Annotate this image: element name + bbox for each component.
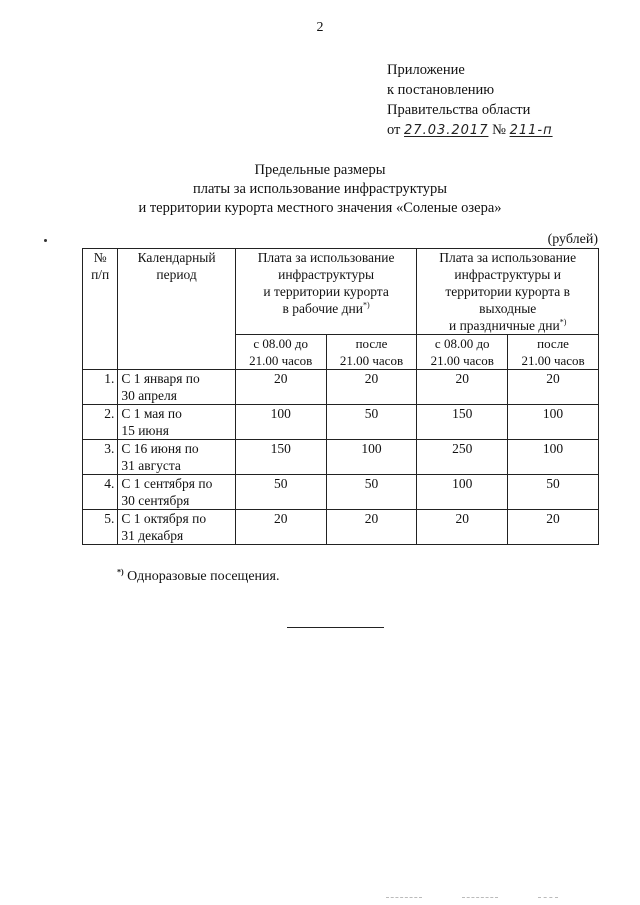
table-row [83,510,599,545]
scan-mark [386,897,422,899]
cell-weekend-day: 20 [417,510,508,545]
date-prefix: от [387,122,401,138]
cell-work-day: 150 [235,440,326,475]
cell-weekend-evening: 50 [508,475,599,510]
header-weekends: Плата за использование инфраструктуры и территории курорта в выходные и праздничные дни*) [417,249,599,335]
scan-mark [462,897,498,899]
appendix-block [387,60,553,141]
cell-work-evening: 50 [326,475,417,510]
cell-work-day: 20 [235,510,326,545]
title-line-2: платы за использование инфраструктуры [192,181,448,197]
row-period: С 1 октября по 31 декабря [118,510,236,545]
row-period: С 1 сентября по 30 сентября [118,475,236,510]
appendix-date-line [387,120,553,141]
subheader-work-from: с 08.00 до 21.00 часов [235,335,326,370]
weekends-footnote-mark: *) [559,317,567,327]
appendix-line-3: Правительства области [387,102,531,118]
table-row [83,405,599,440]
scan-mark [538,897,558,899]
cell-work-day: 100 [235,405,326,440]
cell-work-evening: 50 [326,405,417,440]
footnote [117,569,279,585]
row-number: 1. [83,370,118,405]
table-row [83,370,599,405]
header-period: Календарный период [118,249,236,370]
cell-work-evening: 100 [326,440,417,475]
row-number: 5. [83,510,118,545]
closing-rule [287,627,384,628]
appendix-line-2: к постановлению [387,82,495,98]
fee-table [82,248,599,545]
currency-unit: (рублей) [547,232,598,247]
subheader-weekend-after: после 21.00 часов [508,335,599,370]
cell-work-day: 50 [235,475,326,510]
cell-weekend-evening: 20 [508,370,599,405]
document-title [0,161,640,218]
cell-weekend-day: 100 [417,475,508,510]
handwritten-date: 27.03.2017 [404,123,489,138]
header-workdays: Плата за использование инфраструктуры и территории курорта в рабочие дни*) [235,249,417,335]
row-number: 2. [83,405,118,440]
page-number: 2 [316,20,324,35]
cell-weekend-day: 20 [417,370,508,405]
cell-weekend-day: 250 [417,440,508,475]
appendix-line-1: Приложение [387,62,465,78]
title-line-1: Предельные размеры [254,162,386,178]
table-row [83,475,599,510]
cell-weekend-day: 150 [417,405,508,440]
cell-weekend-evening: 100 [508,440,599,475]
title-line-3: и территории курорта местного значения «Соленые озера» [138,200,502,216]
subheader-work-after: после 21.00 часов [326,335,417,370]
number-prefix: № [492,122,506,138]
table-header-row [83,249,599,335]
row-number: 4. [83,475,118,510]
row-period: С 1 января по 30 апреля [118,370,236,405]
cell-work-day: 20 [235,370,326,405]
row-number: 3. [83,440,118,475]
cell-work-evening: 20 [326,370,417,405]
margin-dot [44,239,47,242]
footnote-text: Одноразовые посещения. [127,569,280,584]
cell-weekend-evening: 100 [508,405,599,440]
header-num: № п/п [83,249,118,370]
row-period: С 16 июня по 31 августа [118,440,236,475]
footnote-mark: *) [117,567,124,577]
workdays-footnote-mark: *) [363,300,370,310]
table-row [83,440,599,475]
handwritten-number: 211-п [509,123,553,138]
subheader-weekend-from: с 08.00 до 21.00 часов [417,335,508,370]
cell-weekend-evening: 20 [508,510,599,545]
cell-work-evening: 20 [326,510,417,545]
row-period: С 1 мая по 15 июня [118,405,236,440]
